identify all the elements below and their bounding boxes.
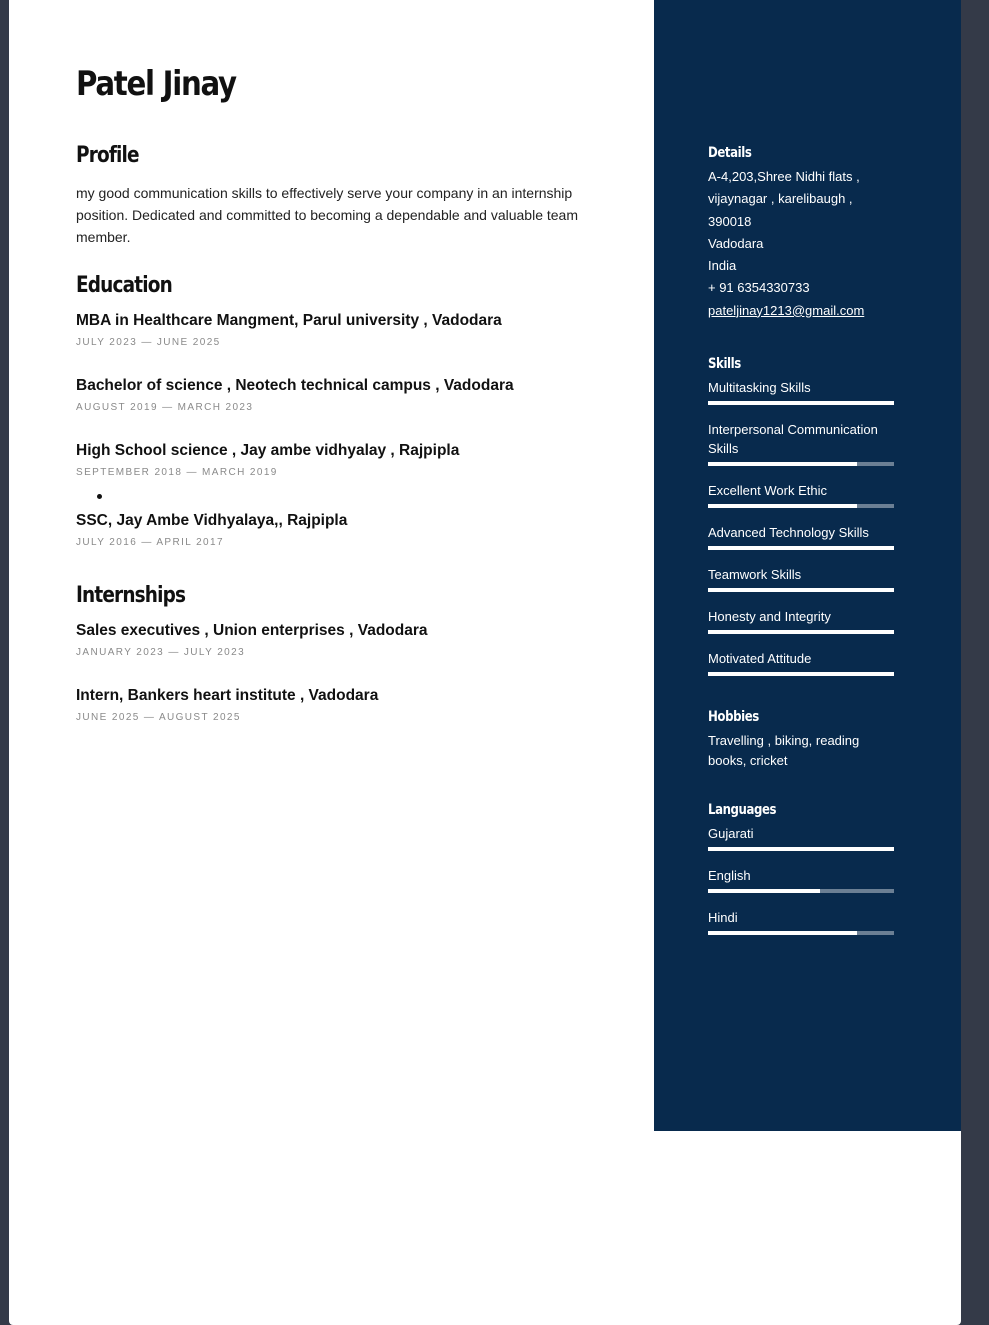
skill-level-bar bbox=[708, 588, 894, 592]
skill-level-fill bbox=[708, 630, 894, 634]
skill-label: Advanced Technology Skills bbox=[708, 525, 869, 541]
skill-level-fill bbox=[708, 546, 894, 550]
internship-dates: JUNE 2025 — AUGUST 2025 bbox=[76, 712, 241, 723]
skill-label: Interpersonal Communication Skills bbox=[708, 422, 878, 457]
resume-page bbox=[9, 0, 961, 1325]
internship-title: Sales executives , Union enterprises , Vadodara bbox=[76, 622, 428, 639]
skill-item bbox=[708, 565, 961, 592]
skill-label: Motivated Attitude bbox=[708, 651, 812, 667]
skill-level-fill bbox=[708, 504, 857, 508]
internship-entry bbox=[76, 686, 606, 725]
skill-level-bar bbox=[708, 401, 894, 405]
skill-label: Teamwork Skills bbox=[708, 567, 802, 583]
education-entry bbox=[76, 511, 606, 550]
language-item bbox=[708, 824, 961, 851]
education-dates: SEPTEMBER 2018 — MARCH 2019 bbox=[76, 467, 278, 478]
language-label: Hindi bbox=[708, 910, 738, 926]
email-link[interactable]: pateljinay1213@gmail.com bbox=[708, 302, 865, 318]
internships-heading: Internships bbox=[76, 583, 186, 608]
address-line-2: vijaynagar , karelibaugh , bbox=[708, 191, 853, 207]
education-title: SSC, Jay Ambe Vidhyalaya,, Rajpipla bbox=[76, 512, 348, 529]
skill-item bbox=[708, 481, 961, 508]
details-heading: Details bbox=[708, 145, 752, 161]
skill-item bbox=[708, 420, 961, 466]
education-dates: JULY 2016 — APRIL 2017 bbox=[76, 537, 224, 548]
skill-level-bar bbox=[708, 672, 894, 676]
skill-label: Excellent Work Ethic bbox=[708, 483, 827, 499]
language-label: English bbox=[708, 868, 751, 884]
skill-level-bar bbox=[708, 546, 894, 550]
details-list bbox=[708, 166, 961, 322]
education-entry bbox=[76, 311, 606, 350]
skill-level-bar bbox=[708, 630, 894, 634]
skill-level-fill bbox=[708, 588, 894, 592]
language-item bbox=[708, 866, 961, 893]
education-heading: Education bbox=[76, 273, 172, 298]
languages-heading: Languages bbox=[708, 802, 777, 819]
language-item bbox=[708, 908, 961, 935]
sidebar bbox=[654, 0, 961, 1131]
skill-item bbox=[708, 607, 961, 634]
profile-text: my good communication skills to effectively serve your company in an internship position. Dedicated and committed to becoming a dependable and valuable team member. bbox=[76, 185, 578, 245]
internship-dates: JANUARY 2023 — JULY 2023 bbox=[76, 647, 246, 658]
education-title: MBA in Healthcare Mangment, Parul university , Vadodara bbox=[76, 312, 502, 329]
education-entry bbox=[76, 376, 606, 415]
language-level-bar bbox=[708, 931, 894, 935]
skill-item bbox=[708, 523, 961, 550]
list-bullet bbox=[97, 494, 102, 499]
language-level-fill bbox=[708, 847, 894, 851]
skill-item bbox=[708, 378, 961, 405]
skills-heading: Skills bbox=[708, 356, 741, 373]
education-title: Bachelor of science , Neotech technical campus , Vadodara bbox=[76, 377, 514, 394]
language-level-bar bbox=[708, 847, 894, 851]
skill-level-fill bbox=[708, 401, 894, 405]
hobbies-text: Travelling , biking, reading books, cricket bbox=[708, 733, 860, 769]
skill-level-fill bbox=[708, 672, 894, 676]
education-dates: AUGUST 2019 — MARCH 2023 bbox=[76, 402, 254, 413]
education-title: High School science , Jay ambe vidhyalay , Rajpipla bbox=[76, 442, 460, 459]
language-level-fill bbox=[708, 889, 820, 893]
hobbies-heading: Hobbies bbox=[708, 709, 759, 726]
city: Vadodara bbox=[708, 235, 764, 251]
postal-code: 390018 bbox=[708, 213, 752, 229]
skill-level-bar bbox=[708, 504, 894, 508]
phone-number: + 91 6354330733 bbox=[708, 280, 810, 296]
education-dates: JULY 2023 — JUNE 2025 bbox=[76, 337, 221, 348]
internship-entry bbox=[76, 621, 606, 660]
skill-level-fill bbox=[708, 462, 857, 466]
country: India bbox=[708, 258, 737, 274]
main-column bbox=[76, 62, 606, 725]
candidate-name: Patel Jinay bbox=[76, 64, 236, 104]
address-line-1: A-4,203,Shree Nidhi flats , bbox=[708, 169, 860, 184]
language-level-bar bbox=[708, 889, 894, 893]
profile-heading: Profile bbox=[76, 143, 139, 168]
skill-label: Honesty and Integrity bbox=[708, 609, 831, 625]
skill-level-bar bbox=[708, 462, 894, 466]
internship-title: Intern, Bankers heart institute , Vadodara bbox=[76, 687, 379, 704]
education-entry bbox=[76, 441, 606, 480]
skill-label: Multitasking Skills bbox=[708, 380, 811, 396]
language-label: Gujarati bbox=[708, 826, 754, 842]
language-level-fill bbox=[708, 931, 857, 935]
skill-item bbox=[708, 649, 961, 676]
